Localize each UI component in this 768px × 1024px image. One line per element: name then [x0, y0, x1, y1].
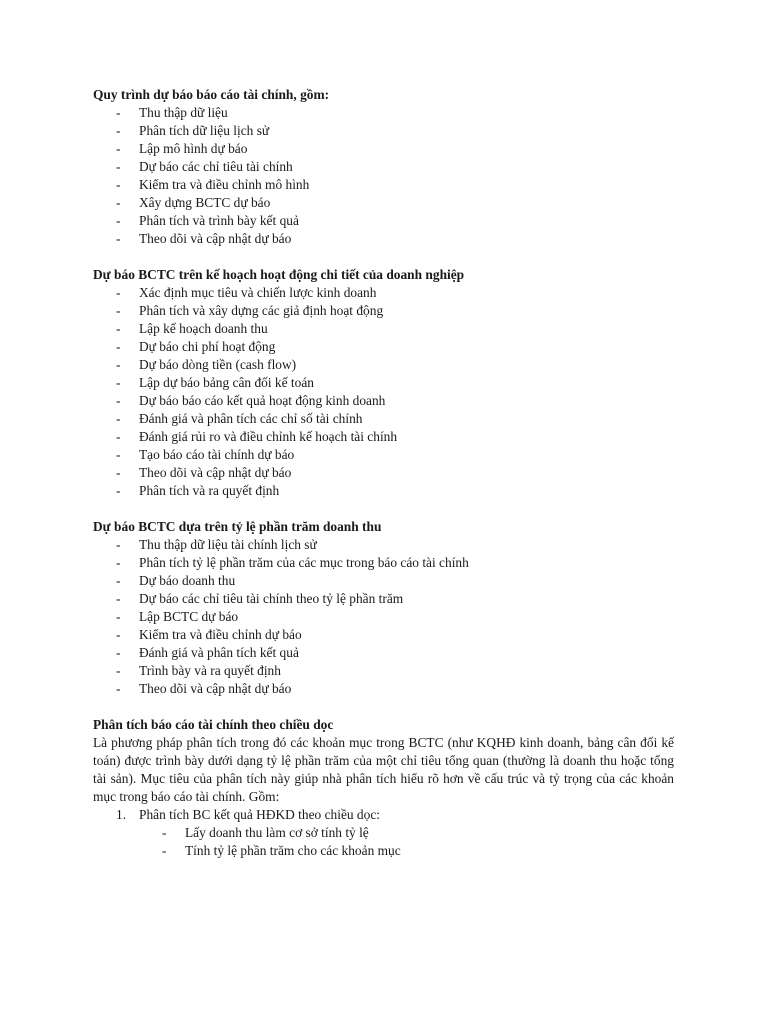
list-item: - Phân tích và xây dựng các giả định hoạt động: [93, 302, 674, 320]
list-item: - Đánh giá và phân tích các chỉ số tài chính: [93, 410, 674, 428]
list-item: - Đánh giá và phân tích kết quả: [93, 644, 674, 662]
item-number: 1.: [116, 807, 127, 822]
section-heading: Phân tích báo cáo tài chính theo chiều dọc: [93, 717, 334, 732]
list-item: - Lập dự báo bảng cân đối kế toán: [93, 374, 674, 392]
section-forecast-process: [93, 86, 674, 248]
bullet-list: [93, 284, 674, 500]
sub-list-item: - Tính tỷ lệ phần trăm cho các khoản mục: [139, 842, 674, 860]
sub-list-item: - Lấy doanh thu làm cơ sở tính tỷ lệ: [139, 824, 674, 842]
list-item: - Phân tích tỷ lệ phần trăm của các mục trong báo cáo tài chính: [93, 554, 674, 572]
list-item: - Dự báo chi phí hoạt động: [93, 338, 674, 356]
list-item: - Dự báo các chỉ tiêu tài chính theo tỷ lệ phần trăm: [93, 590, 674, 608]
section-paragraph: Là phương pháp phân tích trong đó các khoản mục trong BCTC (như KQHĐ kinh doanh, bảng cân đối kế toán) được trình bày dưới dạng tỷ lệ phần trăm của một chỉ tiêu tổng quan (thường là doanh thu hoặc tổng tài sản). Mục tiêu của phân tích này giúp nhà phân tích hiểu rõ hơn về cấu trúc và tỷ trọng của các khoản mục trong báo cáo tài chính. Gồm:: [93, 735, 674, 804]
list-item: - Theo dõi và cập nhật dự báo: [93, 680, 674, 698]
list-item: - Đánh giá rủi ro và điều chỉnh kế hoạch tài chính: [93, 428, 674, 446]
list-item: - Dự báo doanh thu: [93, 572, 674, 590]
list-item: - Phân tích và trình bày kết quả: [93, 212, 674, 230]
list-item: - Kiểm tra và điều chỉnh dự báo: [93, 626, 674, 644]
list-item: - Lập kế hoạch doanh thu: [93, 320, 674, 338]
bullet-list: [93, 104, 674, 248]
list-item: - Theo dõi và cập nhật dự báo: [93, 464, 674, 482]
list-item: - Xây dựng BCTC dự báo: [93, 194, 674, 212]
section-operating-plan-forecast: [93, 266, 674, 500]
section-heading: Quy trình dự báo báo cáo tài chính, gồm:: [93, 87, 330, 102]
list-item: - Theo dõi và cập nhật dự báo: [93, 230, 674, 248]
bullet-list: [93, 536, 674, 698]
section-heading: Dự báo BCTC trên kế hoạch hoạt động chi tiết của doanh nghiệp: [93, 267, 465, 282]
list-item: - Phân tích và ra quyết định: [93, 482, 674, 500]
numbered-list: [93, 806, 674, 860]
list-item: - Trình bày và ra quyết định: [93, 662, 674, 680]
document-page: [93, 86, 674, 860]
list-item: - Thu thập dữ liệu: [93, 104, 674, 122]
list-item: - Phân tích dữ liệu lịch sử: [93, 122, 674, 140]
section-vertical-analysis: [93, 716, 674, 860]
list-item: - Dự báo dòng tiền (cash flow): [93, 356, 674, 374]
list-item: - Lập BCTC dự báo: [93, 608, 674, 626]
section-percent-of-sales-forecast: [93, 518, 674, 698]
item-text: Phân tích BC kết quả HĐKD theo chiều dọc:: [139, 807, 380, 822]
list-item: - Dự báo báo cáo kết quả hoạt động kinh doanh: [93, 392, 674, 410]
section-heading: Dự báo BCTC dựa trên tỷ lệ phần trăm doanh thu: [93, 519, 382, 534]
list-item: - Lập mô hình dự báo: [93, 140, 674, 158]
list-item: - Tạo báo cáo tài chính dự báo: [93, 446, 674, 464]
list-item: - Xác định mục tiêu và chiến lược kinh doanh: [93, 284, 674, 302]
list-item: - Kiểm tra và điều chỉnh mô hình: [93, 176, 674, 194]
numbered-item: [93, 806, 674, 860]
sub-bullet-list: [139, 824, 674, 860]
list-item: - Thu thập dữ liệu tài chính lịch sử: [93, 536, 674, 554]
list-item: - Dự báo các chỉ tiêu tài chính: [93, 158, 674, 176]
